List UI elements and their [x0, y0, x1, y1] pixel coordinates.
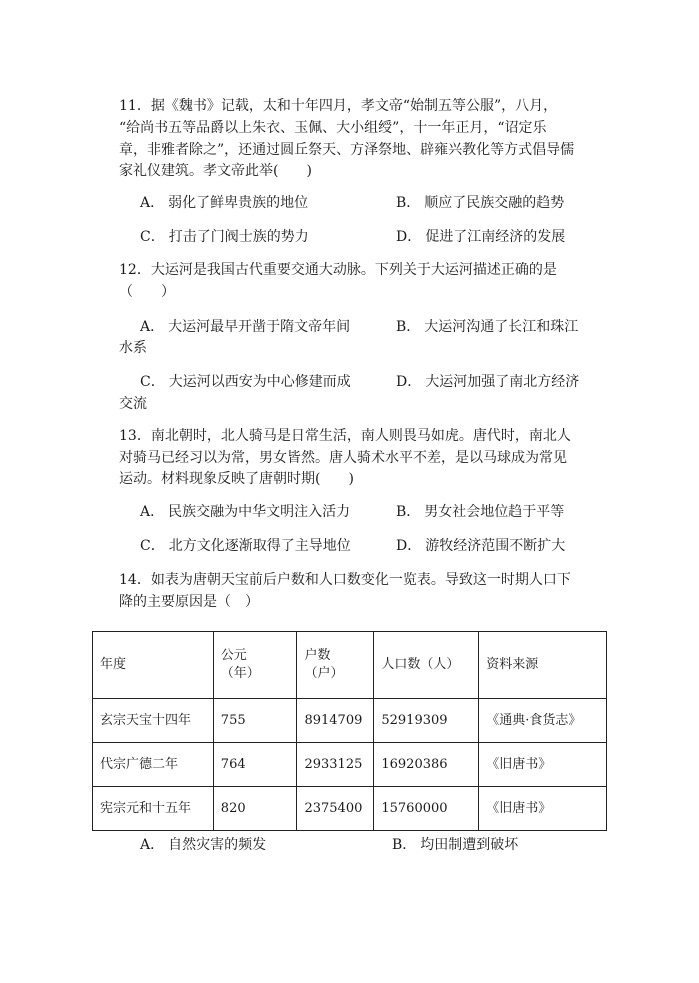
option-label: D． [396, 229, 422, 245]
option-text: 大运河最早开凿于隋文帝年间 [168, 319, 351, 335]
question-13-line-1: 13．南北朝时，北人骑马是日常生活，南人则畏马如虎。唐代时，南北人 [119, 428, 571, 444]
option-b[interactable] [396, 317, 578, 337]
table-cell: 8914709 [297, 699, 374, 743]
option-label: D． [396, 374, 422, 390]
table-row [93, 699, 607, 743]
option-b[interactable] [396, 502, 564, 522]
question-11-line-3: 章，非雅者除之”，还通过圆丘祭天、方泽祭地、辟雍兴教化等方式倡导儒 [119, 142, 575, 158]
option-label: B． [396, 319, 421, 335]
table-cell: 代宗广德二年 [93, 743, 214, 787]
table-header-cell: 户数 （户） [297, 632, 374, 699]
table-header-cell: 资料来源 [479, 632, 607, 699]
table-cell: 15760000 [374, 787, 479, 831]
option-text: 均田制遭到破坏 [420, 837, 519, 853]
option-d[interactable] [396, 536, 565, 556]
table-cell: 《通典·食货志》 [479, 699, 607, 743]
table-cell: 《旧唐书》 [479, 787, 607, 831]
question-12-line-1: 12．大运河是我国古代重要交通大动脉。下列关于大运河描述正确的是 [119, 262, 557, 278]
table-header-cell: 人口数（人） [374, 632, 479, 699]
option-label: A． [140, 504, 165, 520]
option-a[interactable] [140, 502, 350, 522]
option-a[interactable] [140, 193, 308, 213]
option-label: B． [396, 195, 421, 211]
option-text: 促进了江南经济的发展 [425, 229, 566, 245]
option-label: B． [396, 504, 421, 520]
option-d[interactable] [396, 372, 579, 392]
question-11-line-1: 11．据《魏书》记载，太和十年四月，孝文帝“始制五等公服”，八月， [119, 98, 558, 114]
table-cell: 820 [213, 787, 297, 831]
option-label: D． [396, 538, 422, 554]
table-row [93, 743, 607, 787]
table-cell: 16920386 [374, 743, 479, 787]
question-14-line-2: 降的主要原因是（ ） [119, 594, 259, 610]
question-13-line-2: 对骑马已经习以为常，男女皆然。唐人骑术水平不差，是以马球成为常见 [119, 450, 567, 466]
option-b[interactable] [396, 193, 564, 213]
option-a[interactable] [140, 317, 350, 337]
option-c[interactable] [140, 536, 351, 556]
table-cell: 《旧唐书》 [479, 743, 607, 787]
option-label: C． [140, 538, 165, 554]
table-cell: 52919309 [374, 699, 479, 743]
question-11-line-4: 家礼仪建筑。孝文帝此举( ) [119, 163, 312, 179]
option-c[interactable] [140, 227, 309, 247]
table-row [93, 787, 607, 831]
option-text: 大运河加强了南北方经济 [425, 374, 580, 390]
question-13-line-3: 运动。材料现象反映了唐朝时期( ) [119, 471, 354, 487]
option-text: 自然灾害的频发 [168, 837, 267, 853]
table-cell: 764 [213, 743, 297, 787]
option-d[interactable] [396, 227, 565, 247]
table-cell: 755 [213, 699, 297, 743]
question-14-line-1: 14．如表为唐朝天宝前后户数和人口数变化一览表。导致这一时期人口下 [119, 572, 571, 588]
option-text: 游牧经济范围不断扩大 [425, 538, 566, 554]
option-text: 男女社会地位趋于平等 [424, 504, 565, 520]
option-text: 打击了门阀士族的势力 [168, 229, 309, 245]
option-b[interactable] [392, 835, 518, 855]
population-table [92, 631, 607, 831]
option-d-continuation: 交流 [119, 396, 147, 412]
table-header-cell: 年度 [93, 632, 214, 699]
option-label: A． [140, 319, 165, 335]
option-label: B． [392, 837, 417, 853]
option-b-continuation: 水系 [119, 340, 147, 356]
table-header-cell: 公元 （年） [213, 632, 297, 699]
table-cell: 2933125 [297, 743, 374, 787]
table-cell: 玄宗天宝十四年 [93, 699, 214, 743]
option-label: A． [140, 837, 165, 853]
option-label: C． [140, 374, 165, 390]
option-text: 顺应了民族交融的趋势 [424, 195, 565, 211]
table-cell: 宪宗元和十五年 [93, 787, 214, 831]
option-c[interactable] [140, 372, 351, 392]
question-11-line-2: “给尚书五等品爵以上朱衣、玉佩、大小组绶”，十一年正月，“诏定乐 [119, 120, 547, 136]
option-text: 民族交融为中华文明注入活力 [168, 504, 351, 520]
table-cell: 2375400 [297, 787, 374, 831]
option-label: A． [140, 195, 165, 211]
question-12-line-2: （ ） [119, 284, 175, 300]
table-header-row [93, 632, 607, 699]
option-label: C． [140, 229, 165, 245]
option-text: 北方文化逐渐取得了主导地位 [168, 538, 351, 554]
option-text: 大运河沟通了长江和珠江 [424, 319, 579, 335]
option-a[interactable] [140, 835, 266, 855]
option-text: 大运河以西安为中心修建而成 [168, 374, 351, 390]
option-text: 弱化了鲜卑贵族的地位 [168, 195, 309, 211]
